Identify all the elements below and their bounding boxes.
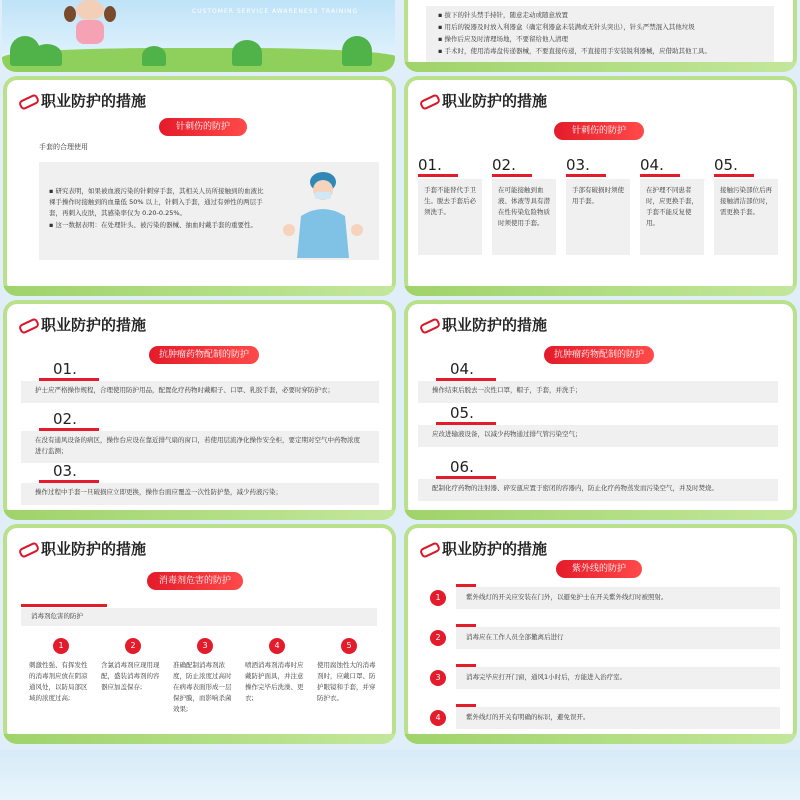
item-text: 手部有破损时须使用手套。 [566,179,630,255]
section-pill: 针刺伤的防护 [159,118,247,136]
item-number: 2 [125,638,141,654]
list-item [21,360,379,403]
item-text: 准确配制消毒剂浓度，防止浓度过高时在病毒表面形成一层保护膜，而影响杀菌效果; [173,661,232,713]
bullet-item: ▪ 研究表明，如果被血液污染的针刺穿手套，其相关人员所接触到的血液比裸手操作时接触到的血量低 50% 以上，针刺入手套，通过有弹性的两层手套，再刺入皮肤，其感染率仅为 0.20-0.25%。 [49,187,264,217]
list-item [245,638,307,704]
needle-icon [17,542,37,556]
item-text: 紫外线灯的开关有明确的标识，避免误开。 [456,707,780,729]
item-text: 接触污染部位后再接触清洁部位时，需更换手套。 [714,179,778,255]
item-number: 01. [418,156,442,174]
item-number: 03. [566,156,590,174]
list-item [29,638,91,704]
item-text: 含氯消毒剂应现用现配，盛装消毒剂的容器应加盖保存; [101,661,160,691]
section-pill: 抗肿瘤药物配制的防护 [149,346,259,364]
item-text: 操作过程中手套一旦破损应立即更换，操作台面应覆盖一次性防护垫，减少药液污染； [21,483,379,505]
item-number: 5 [341,638,357,654]
red-bar [418,174,458,177]
slide-disinfectant [3,524,396,744]
item-number: 04. [450,360,474,378]
item-text: 在没有通风设备的病区，操作台应设在靠近排气扇的窗口，若使用层流净化操作安全柜，要定期对空气中药物浓度进行监测； [21,431,379,463]
item-text: 操作结束后脱去一次性口罩，帽子，手套，并洗手； [418,381,778,403]
list-item [21,410,379,463]
bush [32,44,62,66]
list-item [418,360,778,403]
item-text: 在可能接触到血液、体液等具有潜在性传染危险物质时须使用手套。 [492,179,556,255]
needle-icon [17,94,37,108]
item-text: 消毒完毕应打开门窗，通风1小时后，方能进入治疗室。 [456,667,780,689]
item-number: 05. [714,156,738,174]
red-bar [714,174,754,177]
list-item [418,458,778,501]
bullet-item: ▪ 手术时，使用消毒盘传递器械，不要直接传递，不直接用手安装锐利器械，应借助其他工具。 [438,47,711,55]
item-number: 3 [197,638,213,654]
item-text: 紫外线灯的开关应安装在门外，以避免护士在开关紫外线灯时被照射。 [456,587,780,609]
item-text: 刺激性强、有挥发性的消毒剂应放在阴凉通风处，以防局部区域的浓度过高; [29,661,88,702]
slide-chemo-2 [404,300,797,520]
item-text: 手套不能替代手卫生。脱去手套后必须洗手。 [418,179,482,255]
subheading: 手套的合理使用 [39,143,88,151]
item-number: 01. [53,360,77,378]
slide-needle-items [404,76,797,296]
list-item [714,156,778,255]
item-text: 喷洒消毒剂消毒时应戴防护面具，并注意操作完毕后洗澡、更衣; [245,661,304,702]
item-text: 应改进输液设备，以减少药物通过排气管污染空气； [418,425,778,447]
item-number: 3 [430,670,446,686]
list-item [566,156,630,255]
needle-icon [418,318,438,332]
slide-footer [3,734,396,744]
slide-footer [404,510,797,520]
header-banner [2,0,395,72]
slide-header [2,0,395,72]
list-item [418,404,778,447]
slide-footer [3,286,396,296]
list-item [21,462,379,505]
red-bar [640,174,680,177]
slide-chemo-1 [3,300,396,520]
list-item [173,638,235,715]
subheading-box: 消毒剂危害的防护 [21,608,377,626]
list-item [430,664,780,689]
slide-footer [404,62,797,72]
header-subtitle: CUSTOMER SERVICE AWARENESS TRAINING [192,8,359,15]
slide-uv [404,524,797,744]
list-item [418,156,482,255]
content-box [39,162,379,260]
item-text: 配制化疗药物的注射器、碎安瓿应置于密闭的容器内，防止化疗药物蒸发而污染空气，并及时焚烧。 [418,479,778,501]
item-text: 在护理不同患者时，应更换手套，手套不能反复使用。 [640,179,704,255]
list-item [430,584,780,609]
list-item [430,624,780,649]
girl-illustration [60,0,120,44]
item-number: 02. [53,410,77,428]
item-number: 4 [430,710,446,726]
bush [142,46,166,66]
item-text: 使用腐蚀性大的消毒剂时，应戴口罩、防护眼镜和手套，并穿防护衣。 [317,661,376,702]
item-number: 1 [430,590,446,606]
slide-title: 职业防护的措施 [17,314,146,335]
section-pill: 消毒剂危害的防护 [147,572,243,590]
item-number: 03. [53,462,77,480]
slide-inner [408,0,793,64]
item-text: 消毒应在工作人员全部撤离后进行 [456,627,780,649]
item-number: 2 [430,630,446,646]
slide-title: 职业防护的措施 [17,90,146,111]
slide-title: 职业防护的措施 [17,538,146,559]
bullet-item: ▪ 用后的锐器及时放入利器盒（确定利器盒未装满或无针头突出），针头严禁混入其他垃圾 [438,23,695,31]
needle-icon [418,94,438,108]
items-row [29,638,379,738]
section-pill: 抗肿瘤药物配制的防护 [544,346,654,364]
bush [342,36,372,66]
doctor-illustration [279,164,369,258]
bullet-box [426,6,774,64]
slide-needle-gloves [3,76,396,296]
list-item [430,704,780,729]
bullet-item: ▪ 拔下的针头禁手持针，随意走动或随意放置 [438,11,568,19]
slide-title: 职业防护的措施 [418,314,547,335]
slide-footer [404,734,797,744]
bullet-item: ▪ 操作后应及时清理场地，不要留给他人清理 [438,35,568,43]
list-item [317,638,379,704]
slide-bullets-top [404,0,797,72]
slide-title: 职业防护的措施 [418,90,547,111]
item-number: 06. [450,458,474,476]
item-text: 护士应严格操作规程，合理使用防护用品，配置化疗药物时戴帽子、口罩、乳胶手套，必要时穿防护衣； [21,381,379,403]
list-item [640,156,704,255]
list-item [492,156,556,255]
needle-icon [17,318,37,332]
red-bar [492,174,532,177]
list-item [101,638,163,693]
bush [232,40,262,66]
slide-footer [404,286,797,296]
needle-icon [418,542,438,556]
bottom-background [0,750,800,800]
section-pill: 针刺伤的防护 [554,122,644,140]
section-pill: 紫外线的防护 [556,560,642,578]
item-number: 04. [640,156,664,174]
item-number: 02. [492,156,516,174]
item-number: 1 [53,638,69,654]
item-number: 05. [450,404,474,422]
item-number: 4 [269,638,285,654]
slide-footer [3,510,396,520]
red-bar [21,604,107,607]
slide-title: 职业防护的措施 [418,538,547,559]
items-row [418,156,782,256]
bullet-item: ▪ 这一数据表明：在处理针头、被污染的器械、抽血时戴手套的重要性。 [49,221,257,229]
red-bar [566,174,606,177]
